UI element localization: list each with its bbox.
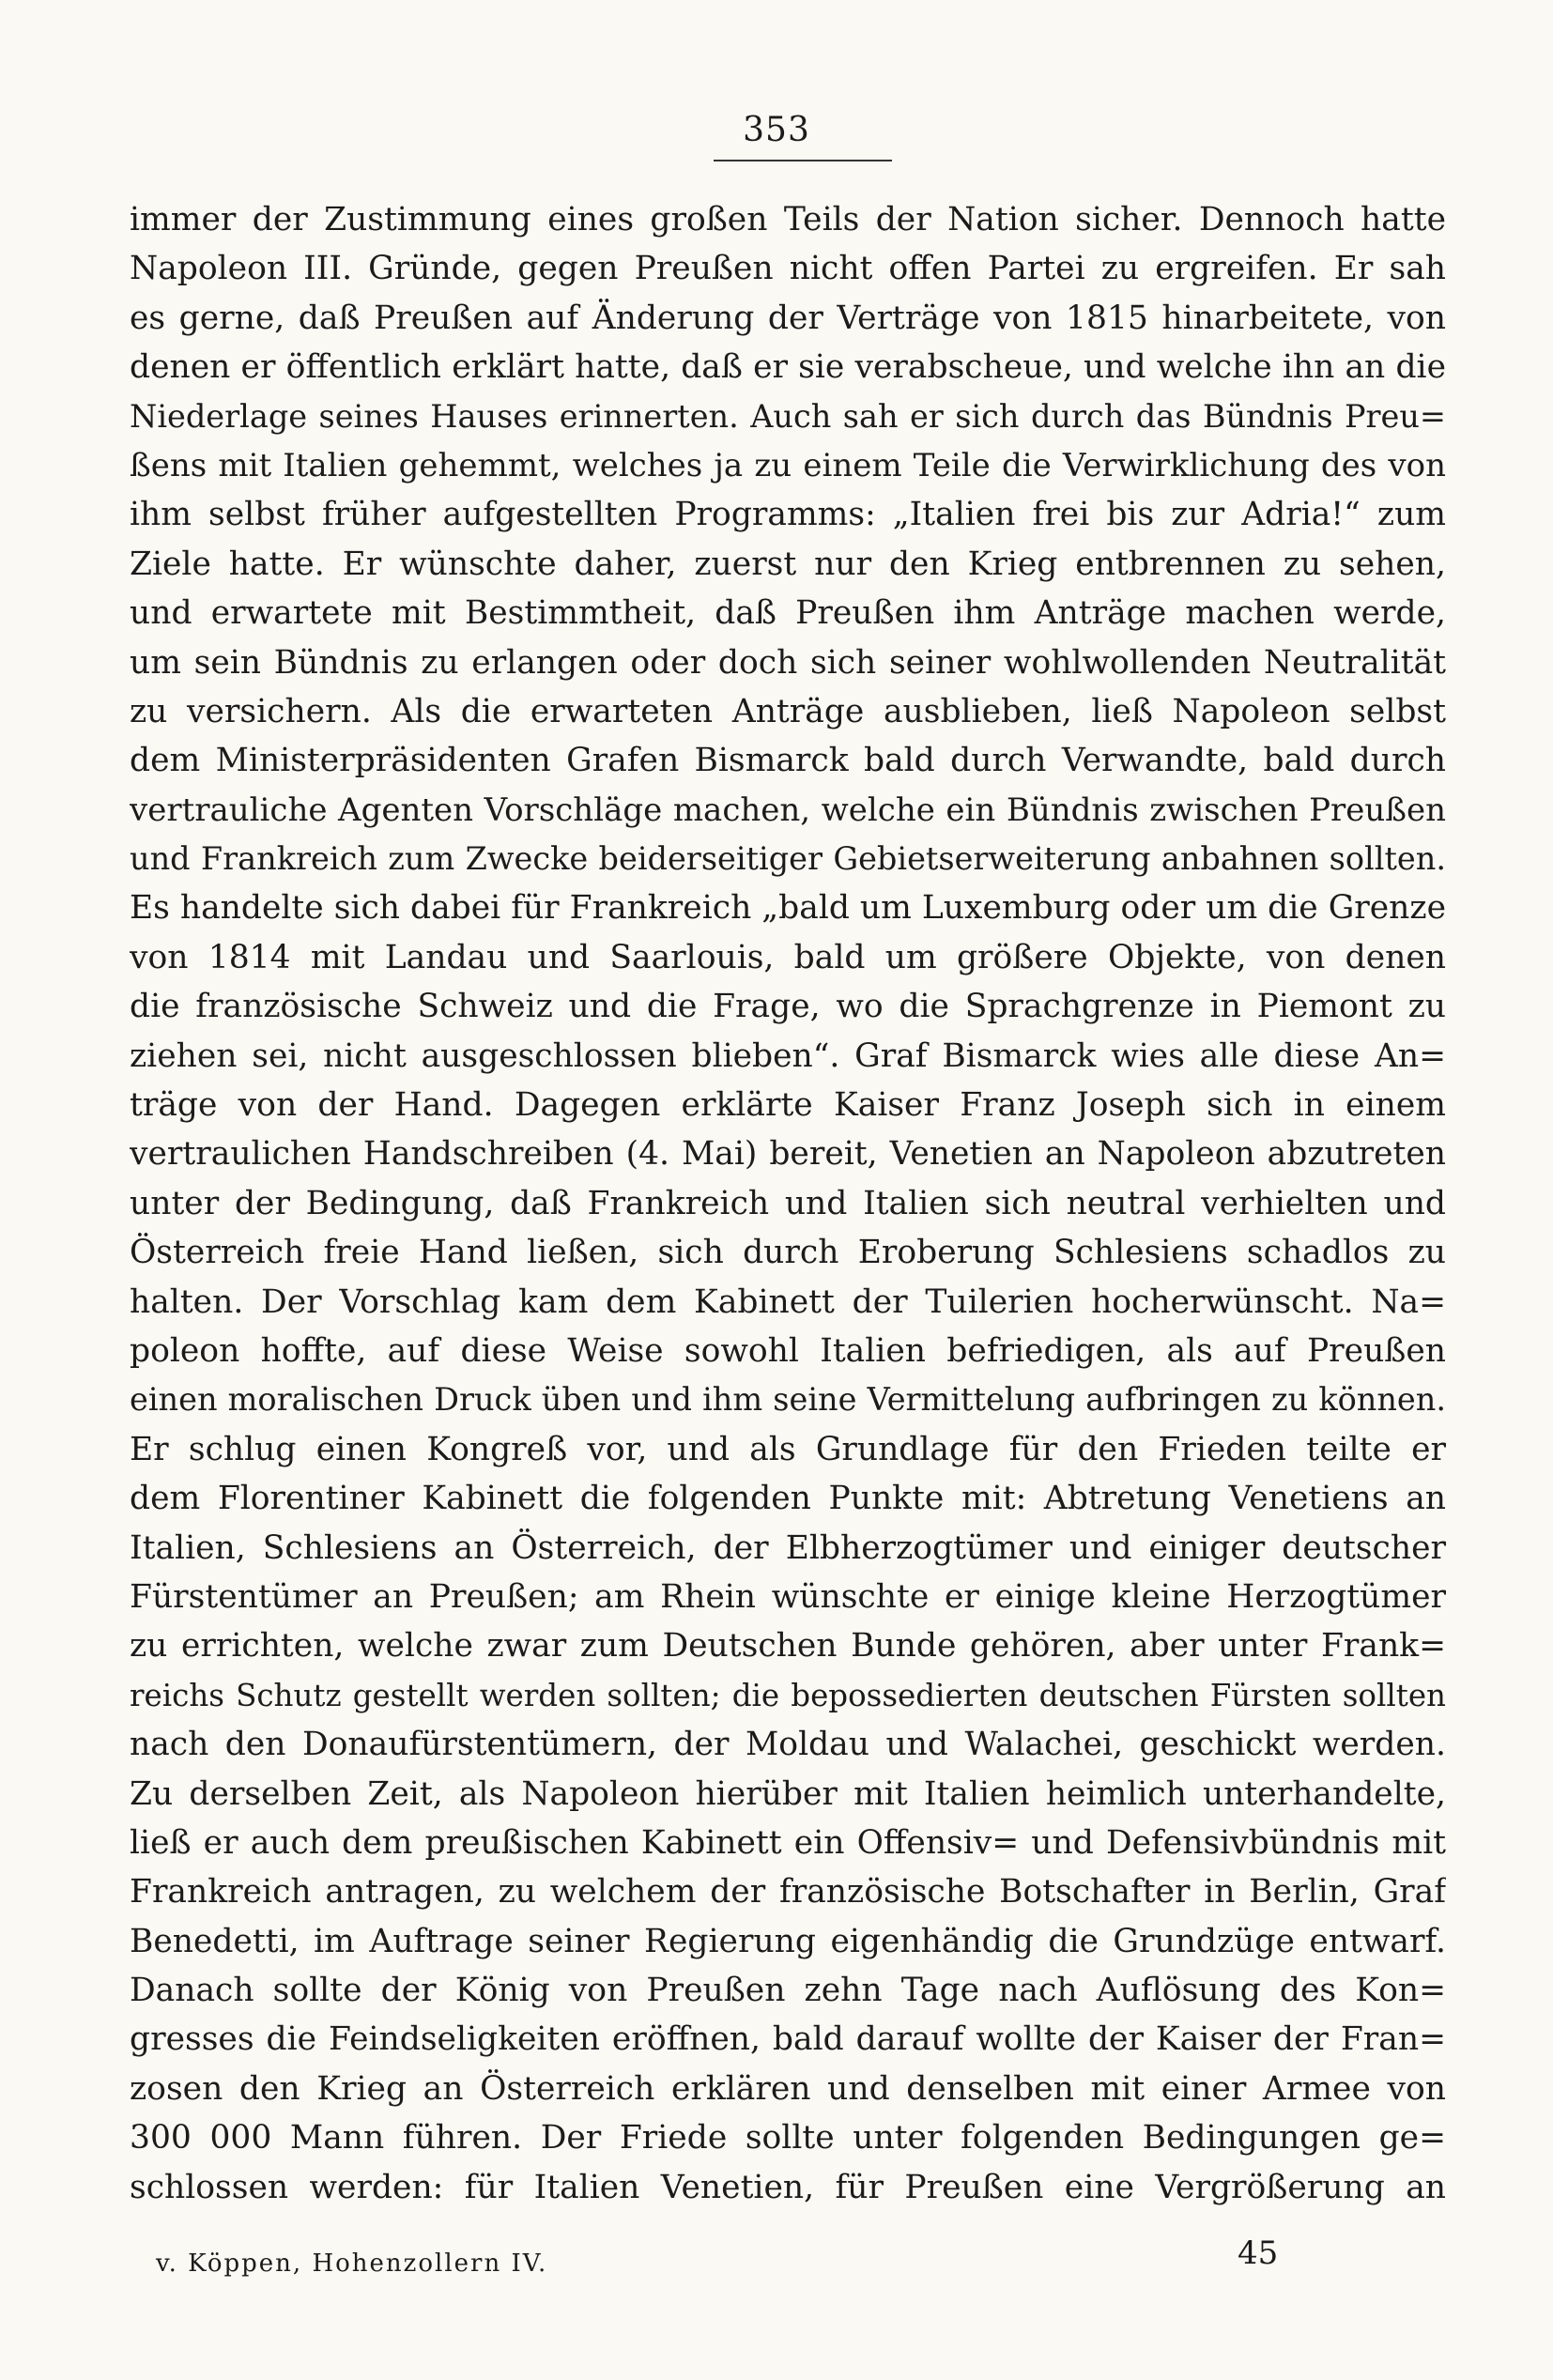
text-line: es gerne, daß Preußen auf Änderung der Verträge von 1815 hinarbeitete, von xyxy=(130,299,1446,337)
text-line: ßens mit Italien gehemmt, welches ja zu einem Teile die Verwirklichung des von xyxy=(130,446,1446,484)
text-line: nach den Donaufürstentümern, der Moldau und Walachei, geschickt werden. xyxy=(130,1726,1446,1764)
text-line: zosen den Krieg an Österreich erklären und denselben mit einer Armee von xyxy=(130,2069,1446,2108)
text-line: immer der Zustimmung eines großen Teils der Nation sicher. Dennoch hatte xyxy=(130,201,1446,238)
text-line: ließ er auch dem preußischen Kabinett ein Offensiv= und Defensivbündnis mit xyxy=(130,1823,1446,1862)
text-line: Zu derselben Zeit, als Napoleon hierüber mit Italien heimlich unterhandelte, xyxy=(130,1774,1446,1813)
text-line: Danach sollte der König von Preußen zehn Tage nach Auflösung des Kon= xyxy=(130,1972,1446,2010)
text-line: gresses die Feindseligkeiten eröffnen, bald darauf wollte der Kaiser der Fran= xyxy=(130,2020,1446,2059)
text-line: Er schlug einen Kongreß vor, und als Grundlage für den Frieden teilte er xyxy=(130,1430,1446,1468)
text-line: Ziele hatte. Er wünschte daher, zuerst nur den Krieg entbrennen zu sehen, xyxy=(130,545,1446,583)
text-line: um sein Bündnis zu erlangen oder doch sich seiner wohlwollenden Neutralität xyxy=(130,643,1446,682)
sheet-number: 45 xyxy=(1238,2234,1279,2272)
text-line: und Frankreich zum Zwecke beiderseitiger Gebietserweiterung anbahnen sollten. xyxy=(130,840,1446,878)
text-line: die französische Schweiz und die Frage, wo die Sprachgrenze in Piemont zu xyxy=(130,988,1446,1026)
page-number: 353 xyxy=(743,111,810,149)
text-line: ziehen sei, nicht ausgeschlossen blieben“. Graf Bismarck wies alle diese An= xyxy=(130,1036,1446,1075)
text-line: denen er öffentlich erklärt hatte, daß er sie verabscheue, und welche ihn an die xyxy=(130,348,1446,387)
text-line: von 1814 mit Landau und Saarlouis, bald um größere Objekte, von denen xyxy=(130,938,1446,976)
text-line: zu versichern. Als die erwarteten Anträge ausblieben, ließ Napoleon selbst xyxy=(130,692,1446,730)
text-line: Fürstentümer an Preußen; am Rhein wünschte er einige kleine Herzogtümer xyxy=(130,1577,1446,1616)
text-line: reichs Schutz gestellt werden sollten; die bepossedierten deutschen Fürsten sollten xyxy=(130,1677,1446,1713)
body-text xyxy=(130,195,1446,2212)
header-rule xyxy=(714,160,892,161)
text-line: halten. Der Vorschlag kam dem Kabinett der Tuilerien hocherwünscht. Na= xyxy=(130,1282,1446,1321)
text-line: träge von der Hand. Dagegen erklärte Kaiser Franz Joseph sich in einem xyxy=(130,1086,1446,1125)
footer-signature: v. Köppen, Hohenzollern IV. xyxy=(156,2249,548,2278)
text-line: Napoleon III. Gründe, gegen Preußen nicht offen Partei zu ergreifen. Er sah xyxy=(130,250,1446,288)
text-line: vertraulichen Handschreiben (4. Mai) bereit, Venetien an Napoleon abzutreten xyxy=(130,1135,1446,1174)
text-line: Frankreich antragen, zu welchem der französische Botschafter in Berlin, Graf xyxy=(130,1873,1446,1912)
text-line: und erwartete mit Bestimmtheit, daß Preußen ihm Anträge machen werde, xyxy=(130,594,1446,633)
text-line: unter der Bedingung, daß Frankreich und Italien sich neutral verhielten und xyxy=(130,1184,1446,1222)
text-line: vertrauliche Agenten Vorschläge machen, welche ein Bündnis zwischen Preußen xyxy=(130,791,1446,829)
text-line: dem Ministerpräsidenten Grafen Bismarck bald durch Verwandte, bald durch xyxy=(130,742,1446,780)
text-line: Niederlage seines Hauses erinnerten. Auch sah er sich durch das Bündnis Preu= xyxy=(130,397,1446,435)
text-line: Österreich freie Hand ließen, sich durch Eroberung Schlesiens schadlos zu xyxy=(130,1234,1446,1272)
text-line: einen moralischen Druck üben und ihm seine Vermittelung aufbringen zu können. xyxy=(130,1381,1446,1419)
text-line: poleon hoffte, auf diese Weise sowohl Italien befriedigen, als auf Preußen xyxy=(130,1331,1446,1370)
text-line: Es handelte sich dabei für Frankreich „bald um Luxemburg oder um die Grenze xyxy=(130,889,1446,928)
text-line: ihm selbst früher aufgestellten Programms: „Italien frei bis zur Adria!“ zum xyxy=(130,496,1446,534)
text-line: schlossen werden: für Italien Venetien, für Preußen eine Vergrößerung an xyxy=(130,2168,1446,2206)
text-line: Benedetti, im Auftrage seiner Regierung eigenhändig die Grundzüge entwarf. xyxy=(130,1922,1446,1960)
text-line: Italien, Schlesiens an Österreich, der Elbherzogtümer und einiger deutscher xyxy=(130,1528,1446,1567)
text-line: dem Florentiner Kabinett die folgenden Punkte mit: Abtretung Venetiens an xyxy=(130,1480,1446,1518)
text-line: 300 000 Mann führen. Der Friede sollte unter folgenden Bedingungen ge= xyxy=(130,2119,1446,2157)
text-line: zu errichten, welche zwar zum Deutschen Bunde gehören, aber unter Frank= xyxy=(130,1627,1446,1666)
